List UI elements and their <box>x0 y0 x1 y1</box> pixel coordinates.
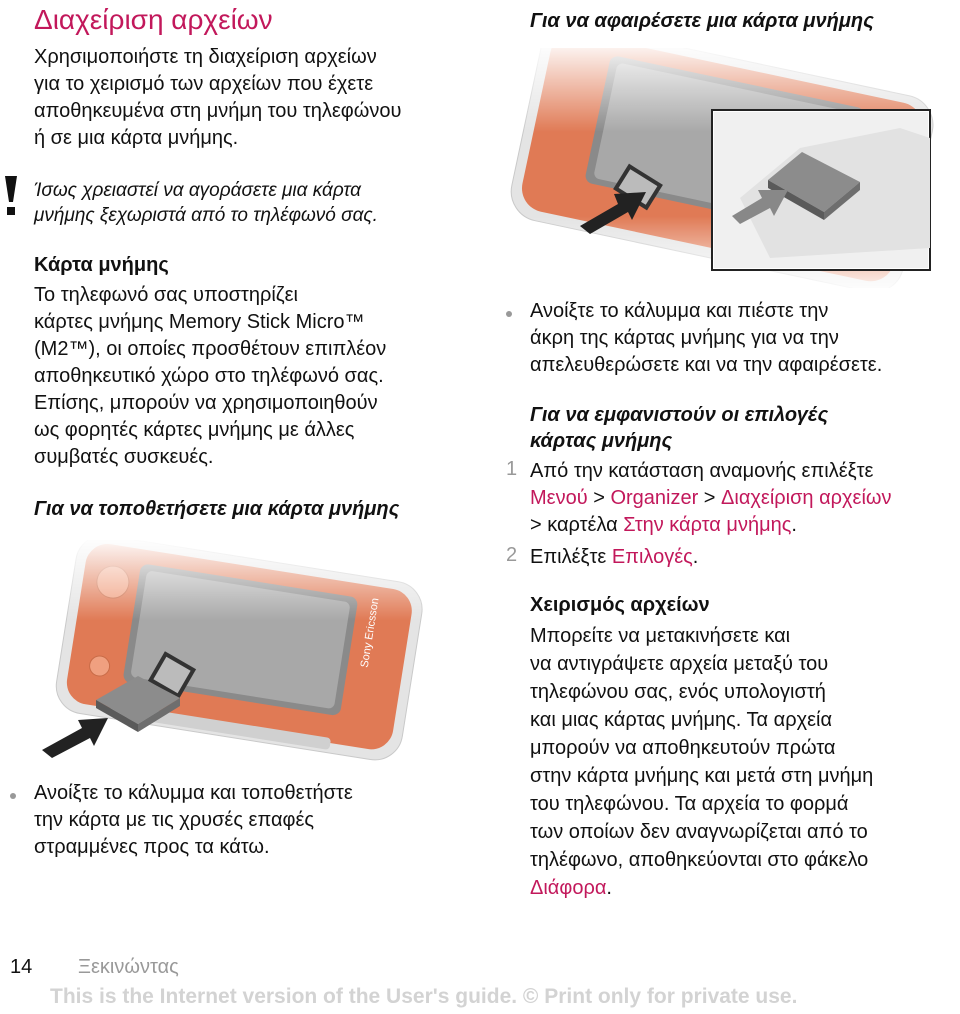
body-line: Μπορείτε να μετακινήσετε και <box>530 625 791 647</box>
file-manager-link[interactable]: Διαχείριση αρχείων <box>721 487 892 509</box>
step-line: στραμμένες προς τα κάτω. <box>34 836 270 858</box>
body-line: να αντιγράψετε αρχεία μεταξύ του <box>530 653 829 675</box>
file-handling-heading: Χειρισμός αρχείων <box>530 594 710 616</box>
intro-line: αποθηκευμένα στη μνήμη του τηλεφώνου <box>34 100 402 122</box>
body-line: Το τηλεφωνό σας υποστηρίζει <box>34 284 298 306</box>
intro-line: για το χειρισμό των αρχείων που έχετε <box>34 73 374 95</box>
file-handling-paragraph <box>530 622 873 902</box>
path-separator: > <box>587 487 611 509</box>
misc-folder-link[interactable]: Διάφορα <box>530 877 607 899</box>
tab-path <box>530 512 892 539</box>
body-line: συμβατές συσκευές. <box>34 446 214 468</box>
heading-line: Για να εμφανιστούν οι επιλογές <box>530 404 829 426</box>
punctuation: . <box>606 877 612 899</box>
punctuation: . <box>791 514 797 536</box>
step-text: Από την κατάσταση αναμονής επιλέξτε <box>530 460 874 482</box>
step-number: 2 <box>506 544 518 566</box>
intro-paragraph <box>34 44 401 152</box>
step-line: την κάρτα με τις χρυσές επαφές <box>34 809 315 831</box>
intro-line: ή σε μια κάρτα μνήμης. <box>34 127 239 149</box>
watermark-text: This is the Internet version of the User's guide. © Print only for private use. <box>50 985 798 1008</box>
section-name: Ξεκινώντας <box>78 956 179 978</box>
step-2 <box>530 544 698 571</box>
insert-card-step <box>34 780 353 861</box>
step-number: 1 <box>506 458 518 480</box>
remove-card-step <box>530 298 882 379</box>
body-line: τηλέφωνο, αποθηκεύονται στο φάκελο <box>530 849 869 871</box>
menu-path <box>530 485 892 512</box>
memory-card-paragraph <box>34 282 386 471</box>
page-number: 14 <box>10 956 33 978</box>
memory-card-tab-link[interactable]: Στην κάρτα μνήμης <box>623 514 792 536</box>
warning-icon <box>0 174 22 218</box>
path-separator: > <box>698 487 722 509</box>
step-line: άκρη της κάρτας μνήμης για να την <box>530 327 839 349</box>
body-line: του τηλεφώνου. Τα αρχεία το φορμά <box>530 793 849 815</box>
step-1 <box>530 458 892 539</box>
step-line: απελευθερώσετε και να την αφαιρέσετε. <box>530 354 883 376</box>
note-line: Ίσως χρειαστεί να αγοράσετε μια κάρτα <box>34 180 361 201</box>
remove-card-illustration <box>500 48 940 288</box>
body-line: αποθηκευτικό χώρο στο τηλέφωνό σας. <box>34 365 384 387</box>
body-line: μπορούν να αποθηκευτούν πρώτα <box>530 737 836 759</box>
memory-card-heading: Κάρτα μνήμης <box>34 254 169 276</box>
tab-prefix: > καρτέλα <box>530 514 624 536</box>
body-line: Επίσης, μπορούν να χρησιμοποιηθούν <box>34 392 378 414</box>
note-line: μνήμης ξεχωριστά από το τηλέφωνό σας. <box>34 205 378 226</box>
remove-card-heading: Για να αφαιρέσετε μια κάρτα μνήμης <box>530 10 874 32</box>
body-line: των οποίων δεν αναγνωρίζεται από το <box>530 821 868 843</box>
step-text: Επιλέξτε <box>530 546 612 568</box>
bullet-icon <box>506 311 512 317</box>
step-line: Ανοίξτε το κάλυμμα και πιέστε την <box>530 300 829 322</box>
body-line: (M2™), οι οποίες προσθέτουν επιπλέον <box>34 338 387 360</box>
body-line: κάρτες μνήμης Memory Stick Micro™ <box>34 311 365 333</box>
menu-link[interactable]: Μενού <box>530 487 588 509</box>
heading-line: κάρτας μνήμης <box>530 430 673 452</box>
body-line: ως φορητές κάρτες μνήμης με άλλες <box>34 419 355 441</box>
card-options-heading <box>530 402 828 454</box>
step-line: Ανοίξτε το κάλυμμα και τοποθετήστε <box>34 782 353 804</box>
organizer-link[interactable]: Organizer <box>610 487 699 509</box>
body-line: στην κάρτα μνήμης και μετά στη μνήμη <box>530 765 874 787</box>
insert-card-heading: Για να τοποθετήσετε μια κάρτα μνήμης <box>34 498 400 520</box>
body-line: τηλεφώνου σας, ενός υπολογιστή <box>530 681 826 703</box>
warning-note <box>34 178 378 228</box>
body-line: και μιας κάρτας μνήμης. Τα αρχεία <box>530 709 833 731</box>
punctuation: . <box>692 546 699 568</box>
bullet-icon <box>10 793 16 799</box>
options-link[interactable]: Επιλογές <box>611 546 693 568</box>
page-title: Διαχείριση αρχείων <box>34 4 273 35</box>
intro-line: Χρησιμοποιήστε τη διαχείριση αρχείων <box>34 46 377 68</box>
insert-card-illustration <box>34 540 454 770</box>
